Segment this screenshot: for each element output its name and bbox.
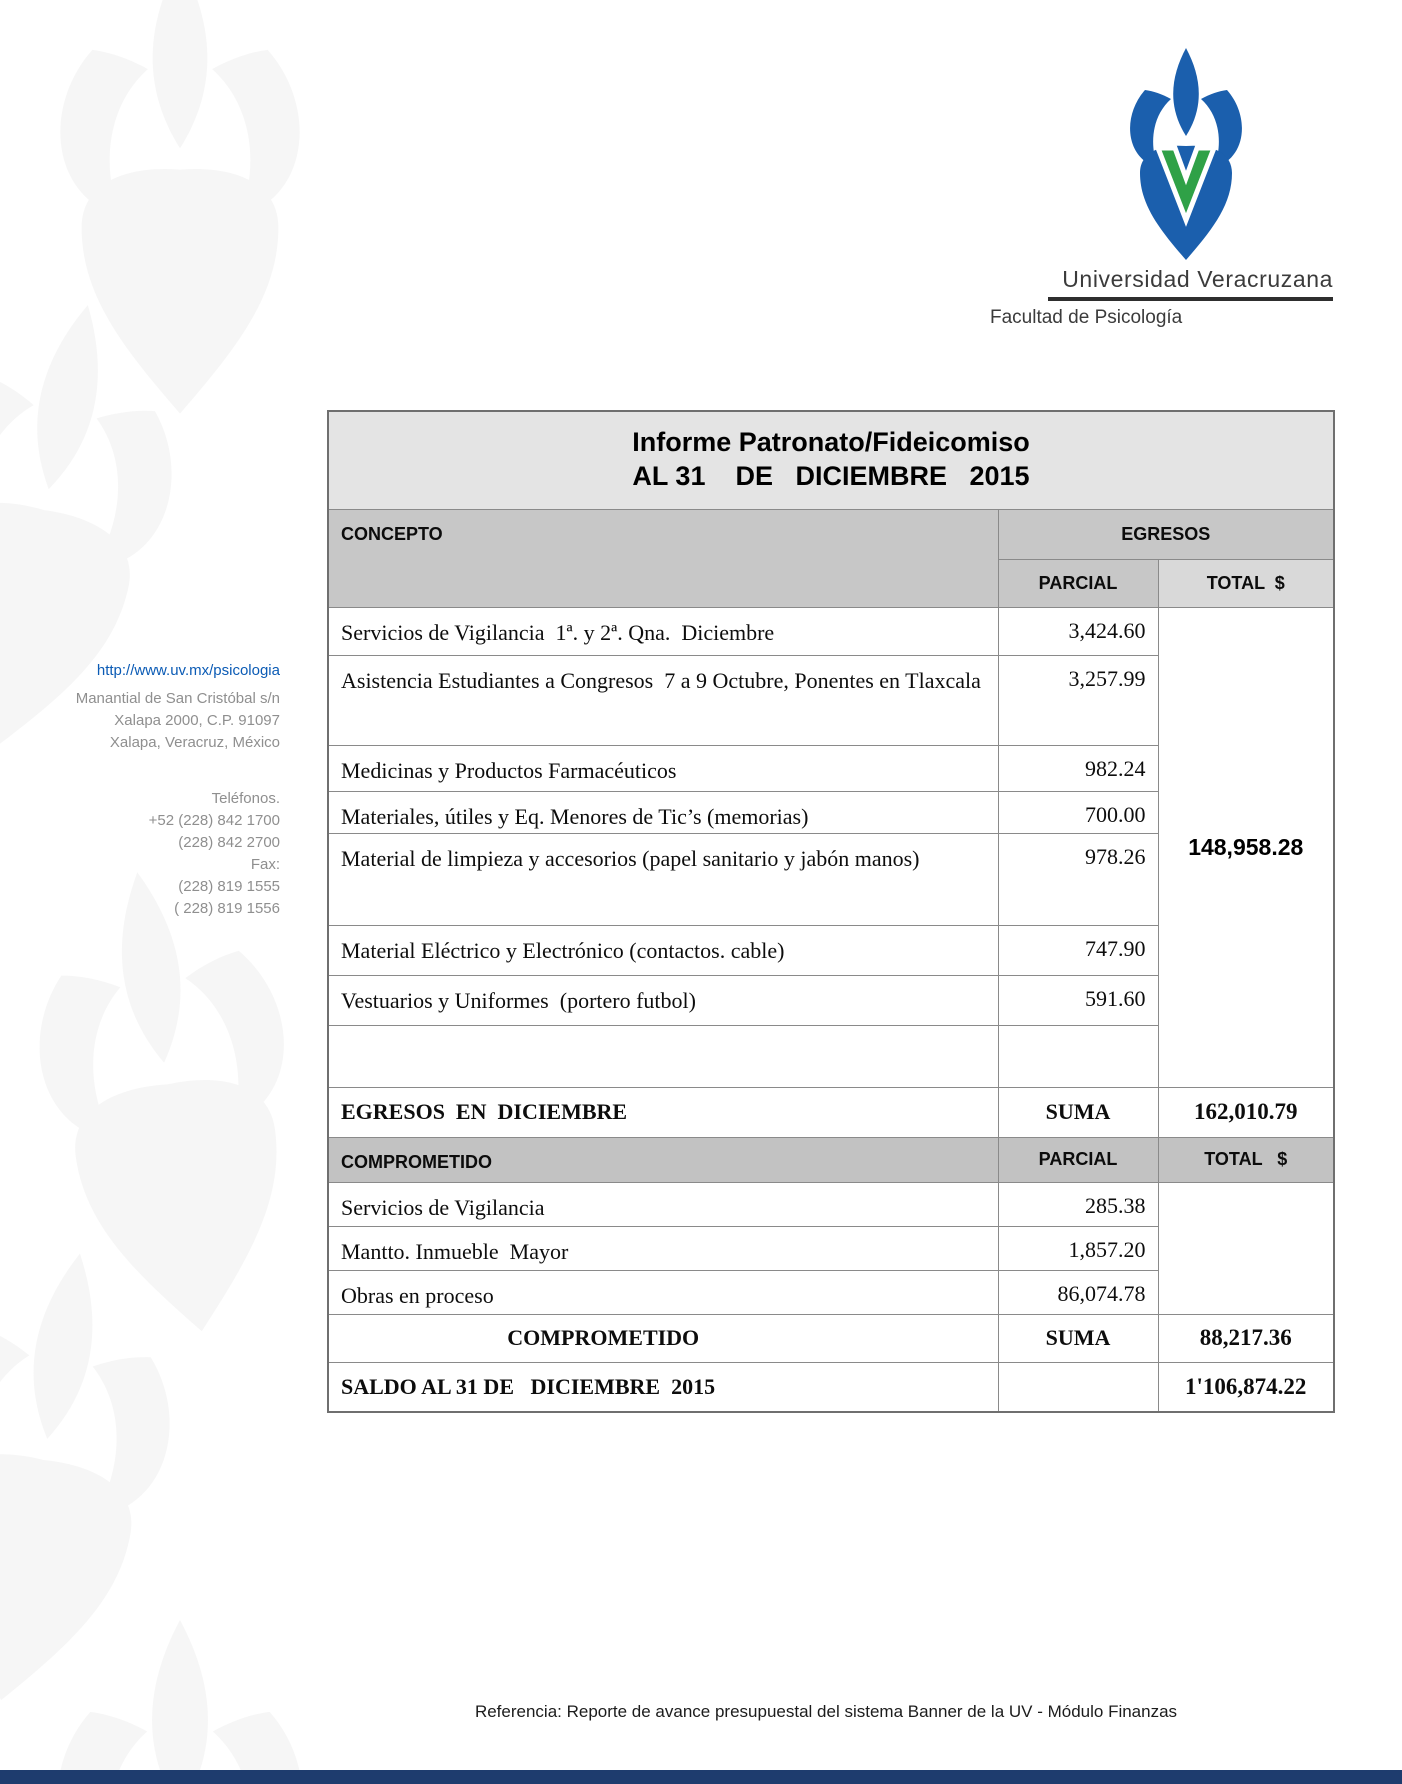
uv-logo-icon: [1115, 48, 1257, 263]
concepto-cell: Servicios de Vigilancia 1ª. y 2ª. Qna. Diciembre: [328, 607, 998, 655]
fax-label: Fax:: [250, 856, 280, 873]
parcial-cell: 591.60: [998, 975, 1158, 1025]
concepto-cell: Obras en proceso: [328, 1270, 998, 1314]
university-underline: [1048, 297, 1333, 301]
parcial-cell: 700.00: [998, 791, 1158, 833]
table-row: [328, 607, 1334, 655]
column-header-parcial: PARCIAL: [998, 559, 1158, 607]
egresos-suma-row: [328, 1087, 1334, 1137]
parcial-cell: [998, 1025, 1158, 1087]
comprometido-suma-label: COMPROMETIDO: [328, 1314, 998, 1362]
parcial-cell: 978.26: [998, 833, 1158, 925]
comprometido-header-row: [328, 1137, 1334, 1182]
university-name: Universidad Veracruzana: [1062, 266, 1333, 292]
concepto-cell: Mantto. Inmueble Mayor: [328, 1226, 998, 1270]
comprometido-total-cell: [1158, 1182, 1334, 1314]
saldo-label: SALDO AL 31 DE DICIEMBRE 2015: [328, 1362, 998, 1412]
concepto-cell: Medicinas y Productos Farmacéuticos: [328, 745, 998, 791]
address-line: Manantial de San Cristóbal s/n: [75, 690, 280, 707]
parcial-cell: [998, 1362, 1158, 1412]
parcial-cell: 982.24: [998, 745, 1158, 791]
column-header-total: TOTAL $: [1158, 1137, 1334, 1182]
report-table: [327, 410, 1335, 1413]
fax-line: ( 228) 819 1556: [174, 900, 280, 917]
parcial-cell: 3,424.60: [998, 607, 1158, 655]
concepto-cell: Material Eléctrico y Electrónico (contactos. cable): [328, 925, 998, 975]
suma-word: SUMA: [998, 1087, 1158, 1137]
concepto-cell: Asistencia Estudiantes a Congresos 7 a 9 Octubre, Ponentes en Tlaxcala: [328, 655, 998, 745]
report-title-row: [328, 411, 1334, 509]
comprometido-suma-row: [328, 1314, 1334, 1362]
report-subtitle: AL 31 DE DICIEMBRE 2015: [632, 461, 1030, 491]
suma-word: SUMA: [998, 1314, 1158, 1362]
saldo-row: [328, 1362, 1334, 1412]
report-title: Informe Patronato/Fideicomiso: [632, 427, 1030, 457]
bottom-bar: [0, 1770, 1402, 1784]
concepto-cell: Material de limpieza y accesorios (papel sanitario y jabón manos): [328, 833, 998, 925]
concepto-cell: Vestuarios y Uniformes (portero futbol): [328, 975, 998, 1025]
parcial-cell: 3,257.99: [998, 655, 1158, 745]
column-header-parcial: PARCIAL: [998, 1137, 1158, 1182]
parcial-cell: 285.38: [998, 1182, 1158, 1226]
address-line: Xalapa 2000, C.P. 91097: [114, 712, 280, 729]
parcial-cell: 1,857.20: [998, 1226, 1158, 1270]
egresos-total-value: 148,958.28: [1188, 833, 1304, 860]
comprometido-suma-total: 88,217.36: [1158, 1314, 1334, 1362]
spacer: [28, 754, 280, 788]
egresos-suma-label: EGRESOS EN DICIEMBRE: [328, 1087, 998, 1137]
website-link[interactable]: http://www.uv.mx/psicologia: [96, 662, 280, 679]
concepto-cell: Materiales, útiles y Eq. Menores de Tic’s (memorias): [328, 791, 998, 833]
egresos-suma-total: 162,010.79: [1158, 1087, 1334, 1137]
address-line: Xalapa, Veracruz, México: [109, 734, 280, 751]
concepto-cell: [328, 1025, 998, 1087]
egresos-total-cell: [1158, 607, 1334, 1087]
column-header-total: TOTAL $: [1158, 559, 1334, 607]
column-header-comprometido: COMPROMETIDO: [328, 1137, 998, 1182]
phones-label: Teléfonos.: [211, 790, 280, 807]
footer-reference: Referencia: Reporte de avance presupuestal del sistema Banner de la UV - Módulo Finanzas: [474, 1702, 1178, 1721]
fax-line: (228) 819 1555: [178, 878, 280, 895]
sidebar-contact-block: [28, 660, 280, 920]
parcial-cell: 86,074.78: [998, 1270, 1158, 1314]
table-row: [328, 1182, 1334, 1226]
table-header-row: [328, 509, 1334, 559]
concepto-cell: Servicios de Vigilancia: [328, 1182, 998, 1226]
phone-line: +52 (228) 842 1700: [148, 812, 280, 829]
faculty-name: Facultad de Psicología: [990, 307, 1183, 328]
column-header-egresos: EGRESOS: [998, 509, 1334, 559]
phone-line: (228) 842 2700: [178, 834, 280, 851]
parcial-cell: 747.90: [998, 925, 1158, 975]
column-header-concepto: CONCEPTO: [328, 509, 998, 607]
saldo-total: 1'106,874.22: [1158, 1362, 1334, 1412]
